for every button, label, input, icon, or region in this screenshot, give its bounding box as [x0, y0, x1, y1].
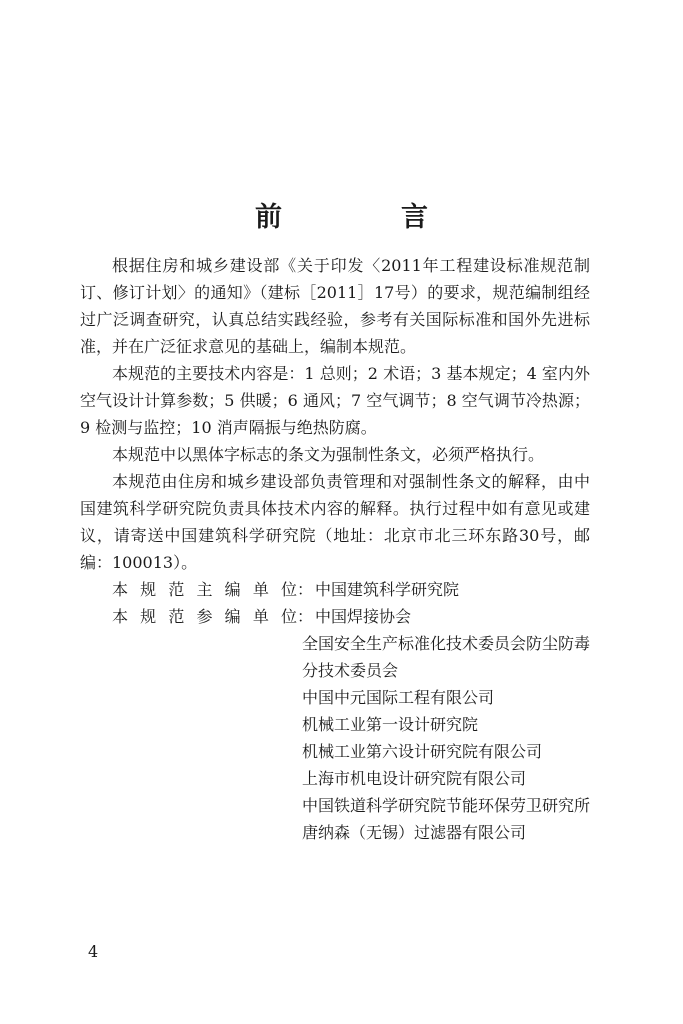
participants-list	[80, 630, 590, 846]
paragraph-administration: 本规范由住房和城乡建设部负责管理和对强制性条文的解释，由中国建筑科学研究院负责具体技术内容的解释。执行过程中如有意见或建议，请寄送中国建筑科学研究院（地址：北京市北三环东路30号，邮编：100013）。	[80, 472, 590, 572]
chief-editor-value: 中国建筑科学研究院	[315, 580, 460, 599]
chief-editor-colon: ：	[297, 580, 314, 599]
participants-line	[80, 603, 590, 630]
page-title: 前 言	[255, 202, 474, 234]
participant-item: 上海市机电设计研究院有限公司	[302, 769, 527, 788]
chief-editor-label: 本规范主编单位	[112, 580, 297, 599]
chief-editor-line	[80, 576, 590, 603]
participant-item: 中国铁道科学研究院节能环保劳卫研究所	[302, 796, 591, 815]
page-number: 4	[88, 942, 99, 961]
participant-item: 中国中元国际工程有限公司	[302, 688, 495, 707]
paragraph-mandatory: 本规范中以黑体字标志的条文为强制性条文，必须严格执行。	[112, 445, 545, 464]
participants-label: 本规范参编单位	[112, 607, 297, 626]
participant-item: 全国安全生产标准化技术委员会防尘防毒分技术委员会	[302, 634, 591, 680]
participant-item: 机械工业第一设计研究院	[302, 715, 479, 734]
participant-first: 中国焊接协会	[315, 607, 412, 626]
paragraph-background: 根据住房和城乡建设部《关于印发〈2011年工程建设标准规范制订、修订计划〉的通知》（建标［2011］17号）的要求，规范编制组经过广泛调查研究，认真总结实践经验，参考有关国际标准和国外先进标准，并在广泛征求意见的基础上，编制本规范。	[80, 256, 590, 356]
participant-item: 机械工业第六设计研究院有限公司	[302, 742, 543, 761]
participants-colon: ：	[297, 607, 314, 626]
participant-item: 唐纳森（无锡）过滤器有限公司	[302, 823, 527, 842]
paragraph-contents: 本规范的主要技术内容是：1 总则；2 术语；3 基本规定；4 室内外空气设计计算参数；5 供暖；6 通风；7 空气调节；8 空气调节冷热源；9 检测与监控；10 消声隔振与绝热防腐。	[80, 364, 590, 437]
foreword-body	[80, 252, 590, 846]
